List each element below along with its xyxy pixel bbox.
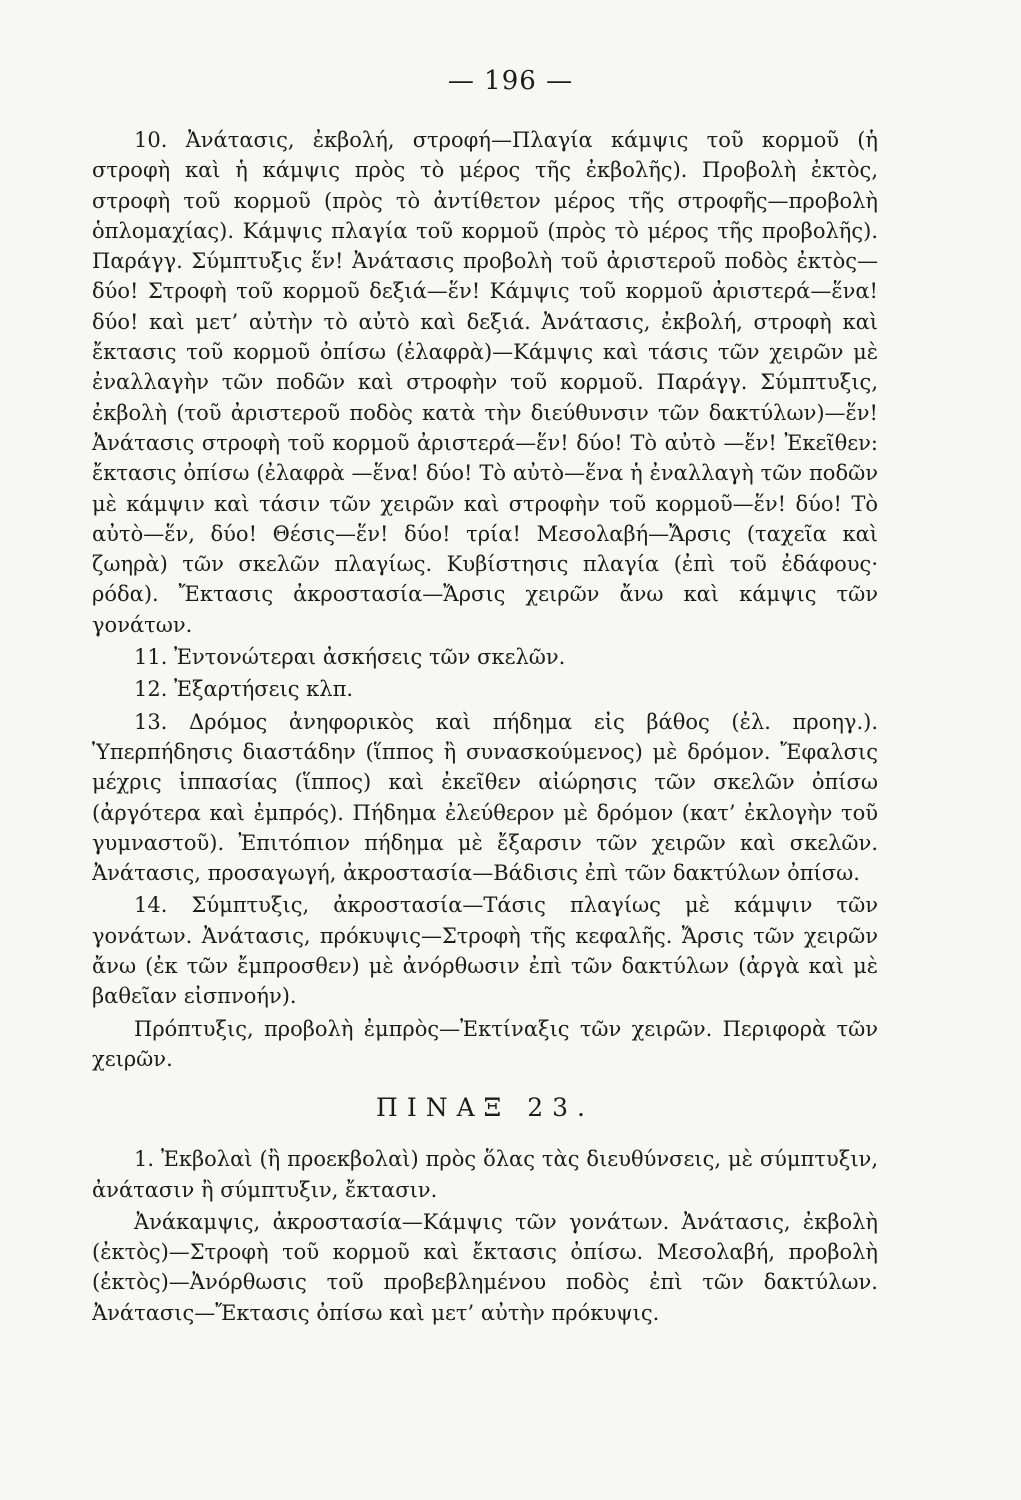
paragraph-10: 10. Ἀνάτασις, ἐκβολή, στροφή—Πλαγία κάμψις τοῦ κορμοῦ (ἡ στροφὴ καὶ ἡ κάμψις πρὸς τὸ μέρος τῆς ἐκβολῆς). Προβολὴ ἐκτὸς, στροφὴ τοῦ κορμοῦ (πρὸς τὸ ἀντίθετον μέρος τῆς στροφῆς—προβολὴ ὁπλομαχίας). Κάμψις πλαγία τοῦ κορμοῦ (πρὸς τὸ μέρος τῆς προβολῆς). Παράγγ. Σύμπτυξις ἕν! Ἀνάτασις προβολὴ τοῦ ἀριστεροῦ ποδὸς ἐκτὸς—δύο! Στροφὴ τοῦ κορμοῦ δεξιά—ἕν! Κάμψις τοῦ κορμοῦ ἀριστερά—ἕνα! δύο! καὶ μετ’ αὐτὴν τὸ αὐτὸ καὶ δεξιά. Ἀνάτασις, ἐκβολή, στροφὴ καὶ ἔκτασις τοῦ κορμοῦ ὀπίσω (ἐλαφρὰ)—Κάμψις καὶ τάσις τῶν χειρῶν μὲ ἐναλλαγὴν τῶν ποδῶν καὶ στροφὴν τοῦ κορμοῦ. Παράγγ. Σύμπτυξις, ἐκβολὴ (τοῦ ἀριστεροῦ ποδὸς κατὰ τὴν διεύθυνσιν τῶν δακτύλων)—ἕν! Ἀνάτασις στροφὴ τοῦ κορμοῦ ἀριστερά—ἕν! δύο! Τὸ αὐτὸ —ἕν! Ἐκεῖθεν: ἔκτασις ὀπίσω (ἐλαφρὰ —ἕνα! δύο! Τὸ αὐτὸ—ἕνα ἡ ἐναλλαγὴ τῶν ποδῶν μὲ κάμψιν καὶ τάσιν τῶν χειρῶν καὶ στροφὴν τοῦ κορμοῦ—ἕν! δύο! Τὸ αὐτὸ—ἕν, δύο! Θέσις—ἕν! δύο! τρία! Μεσολαβή—Ἄρσις (ταχεῖα καὶ ζωηρὰ) τῶν σκελῶν πλαγίως. Κυβίστησις πλαγία (ἐπὶ τοῦ ἐδάφους· ρόδα). Ἔκτασις ἀκροστασία—Ἄρσις χειρῶν ἄνω καὶ κάμψις τῶν γονάτων. bbox=[92, 128, 878, 637]
paragraph-11: 11. Ἐντονώτεραι ἀσκήσεις τῶν σκελῶν. bbox=[134, 645, 566, 670]
paragraph-12: 12. Ἐξαρτήσεις κλπ. bbox=[134, 677, 354, 702]
body-text bbox=[92, 125, 878, 1328]
table-heading: ΠΙΝΑΞ 23. bbox=[376, 1093, 594, 1123]
paragraph-15: Πρόπτυξις, προβολὴ ἐμπρὸς—Ἐκτίναξις τῶν χειρῶν. Περιφορὰ τῶν χειρῶν. bbox=[92, 1016, 878, 1071]
paragraph-14: 14. Σύμπτυξις, ἀκροστασία—Τάσις πλαγίως μὲ κάμψιν τῶν γονάτων. Ἀνάτασις, πρόκυψις—Στροφὴ τῆς κεφαλῆς. Ἄρσις τῶν χειρῶν ἄνω (ἐκ τῶν ἔμπροσθεν) μὲ ἀνόρθωσιν ἐπὶ τῶν δακτύλων (ἀργὰ καὶ μὲ βαθεῖαν εἰσπνοήν). bbox=[92, 893, 878, 1009]
table-paragraph-2: Ἀνάκαμψις, ἀκροστασία—Κάμψις τῶν γονάτων. Ἀνάτασις, ἐκβολὴ (ἐκτὸς)—Στροφὴ τοῦ κορμοῦ καὶ ἔκτασις ὀπίσω. Μεσολαβή, προβολὴ (ἐκτὸς)—Ἀνόρθωσις τοῦ προβεβλημένου ποδὸς ἐπὶ τῶν δακτύλων. Ἀνάτασις—Ἔκτασις ὀπίσω καὶ μετ’ αὐτὴν πρόκυψις. bbox=[92, 1209, 878, 1325]
table-item-1: 1. Ἐκβολαὶ (ἢ προεκβολαὶ) πρὸς ὅλας τὰς διευθύνσεις, μὲ σύμπτυξιν, ἀνάτασιν ἢ σύμπτυξιν, ἔκτασιν. bbox=[92, 1147, 878, 1202]
paragraph-13: 13. Δρόμος ἀνηφορικὸς καὶ πήδημα εἰς βάθος (ἐλ. προηγ.). Ὑπερπήδησις διαστάδην (ἵππος ἢ συνασκούμενος) μὲ δρόμον. Ἔφαλσις μέχρις ἱππασίας (ἵππος) καὶ ἐκεῖθεν αἰώρησις τῶν σκελῶν ὀπίσω (ἀργότερα καὶ ἐμπρός). Πήδημα ἐλεύθερον μὲ δρόμον (κατ’ ἐκλογὴν τοῦ γυμναστοῦ). Ἐπιτόπιον πήδημα μὲ ἔξαρσιν τῶν χειρῶν καὶ σκελῶν. Ἀνάτασις, προσαγωγή, ἀκροστασία—Βάδισις ἐπὶ τῶν δακτύλων ὀπίσω. bbox=[92, 709, 878, 886]
page-number: — 196 — bbox=[447, 66, 574, 96]
